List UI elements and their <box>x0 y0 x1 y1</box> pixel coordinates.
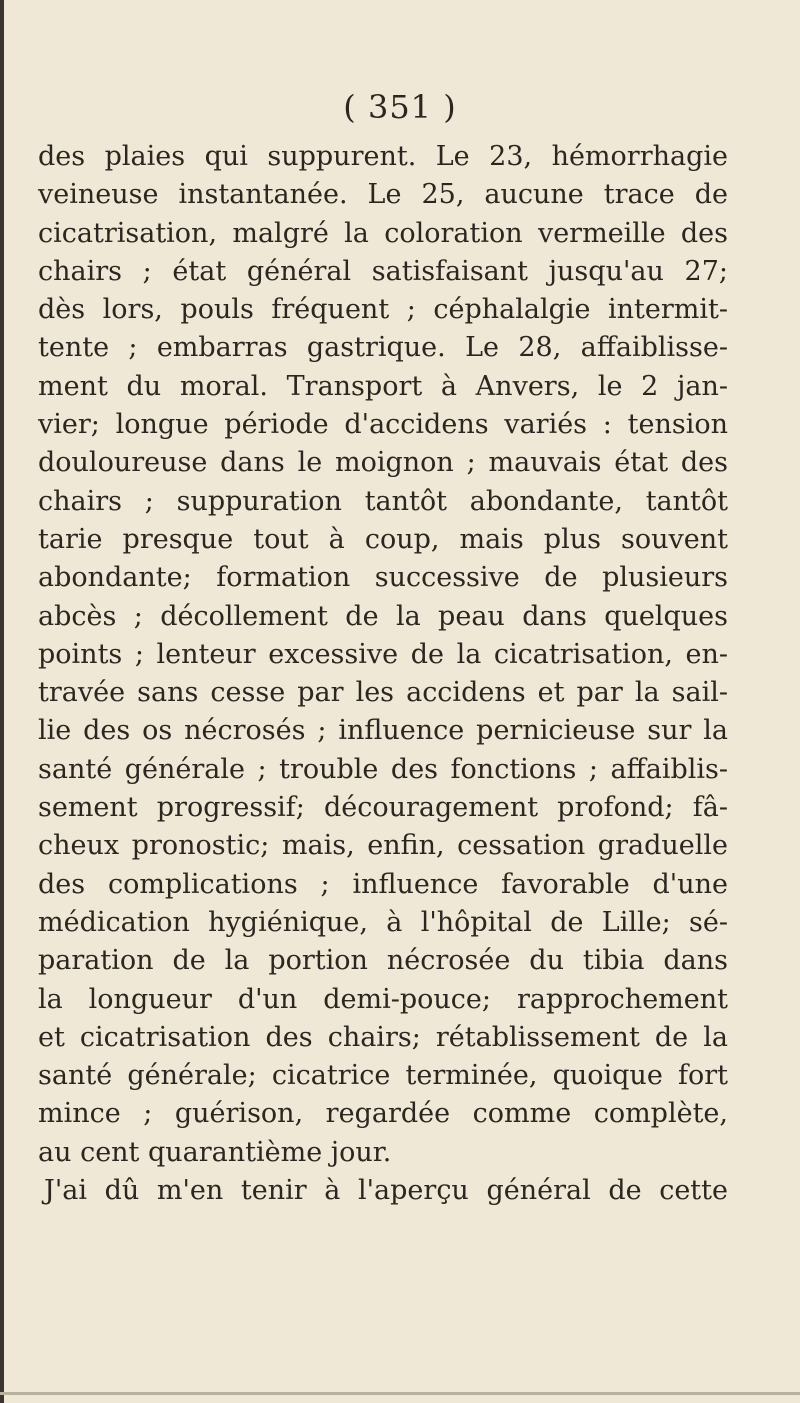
text-line: veineuse instantanée. Le 25, aucune trace de <box>38 179 728 211</box>
text-line: la longueur d'un demi-pouce; rapprochement <box>38 983 728 1015</box>
text-line: au cent quarantième jour. <box>38 1136 392 1168</box>
text-line: abcès ; décollement de la peau dans quelques <box>38 600 728 632</box>
text-line: tente ; embarras gastrique. Le 28, affaiblisse- <box>38 332 728 364</box>
text-line: mince ; guérison, regardée comme complète, <box>38 1098 728 1130</box>
text-line: santé générale; cicatrice terminée, quoique fort <box>38 1060 728 1092</box>
page-bottom-edge <box>0 1392 800 1395</box>
text-line: chairs ; suppuration tantôt abondante, tantôt <box>38 485 728 517</box>
text-line: sement progressif; découragement profond; fâ- <box>38 792 728 824</box>
text-line: tarie presque tout à coup, mais plus souvent <box>38 523 728 555</box>
text-line: cicatrisation, malgré la coloration vermeille des <box>38 217 728 249</box>
text-line: douloureuse dans le moignon ; mauvais état des <box>38 447 728 479</box>
text-line: paration de la portion nécrosée du tibia dans <box>38 945 728 977</box>
text-line: travée sans cesse par les accidens et par la sail- <box>38 677 728 709</box>
text-line: des plaies qui suppurent. Le 23, hémorrhagie <box>38 141 728 172</box>
text-line: dès lors, pouls fréquent ; céphalalgie intermit- <box>38 294 728 326</box>
text-line: cheux pronostic; mais, enfin, cessation graduelle <box>38 830 728 862</box>
text-line: chairs ; état général satisfaisant jusqu'au 27; <box>38 255 728 287</box>
text-line: des complications ; influence favorable d'une <box>38 868 728 900</box>
text-line: vier; longue période d'accidens variés : tension <box>38 409 728 441</box>
text-line: médication hygiénique, à l'hôpital de Lille; sé- <box>38 906 728 938</box>
page-number: ( 351 ) <box>343 88 457 126</box>
text-line: lie des os nécrosés ; influence pernicieuse sur la <box>38 715 728 747</box>
text-line: points ; lenteur excessive de la cicatrisation, en- <box>38 638 728 670</box>
text-line: santé générale ; trouble des fonctions ; affaiblis- <box>38 753 728 785</box>
text-line: abondante; formation successive de plusieurs <box>38 562 728 594</box>
text-line: ment du moral. Transport à Anvers, le 2 jan- <box>38 370 728 402</box>
body-text <box>38 138 728 1210</box>
page-binding-edge <box>0 0 4 1403</box>
text-line: J'ai dû m'en tenir à l'aperçu général de cette <box>44 1175 728 1207</box>
text-line: et cicatrisation des chairs; rétablissement de la <box>38 1021 728 1053</box>
